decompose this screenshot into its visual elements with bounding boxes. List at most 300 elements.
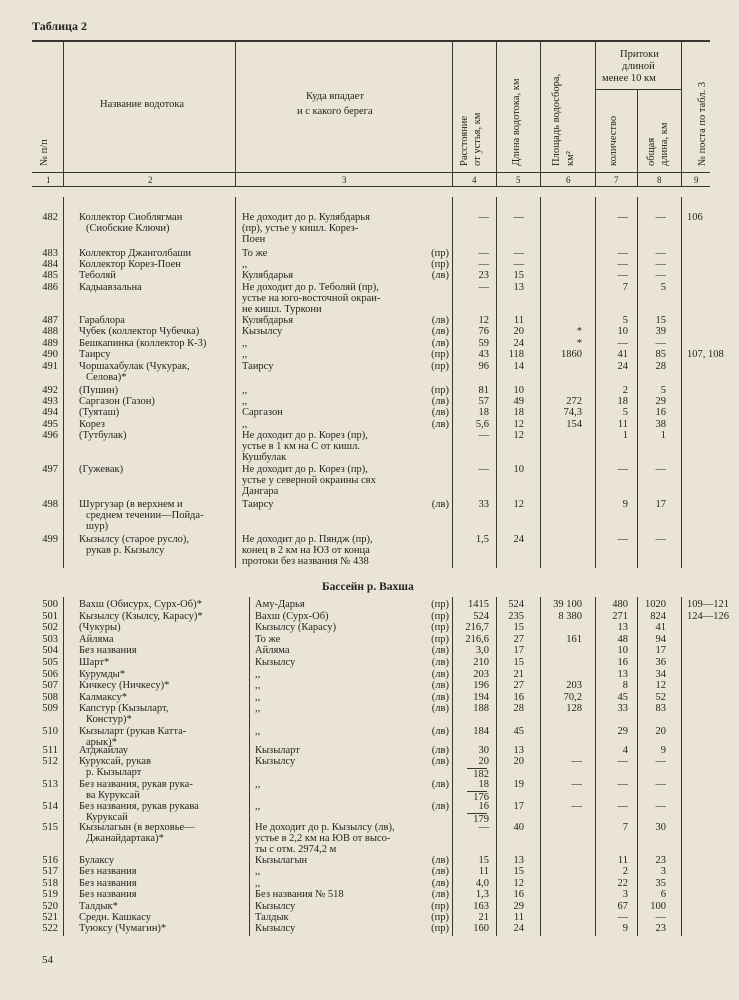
flows-into: (пр), устье у кишл. Корез- xyxy=(242,223,359,234)
col-divider xyxy=(595,197,596,568)
river-name: Шургузар (в верхнем и xyxy=(79,499,183,510)
bank-side: (лв) xyxy=(431,645,449,656)
river-name: Кадыавзальна xyxy=(79,282,142,293)
tributary-total-length: 15 xyxy=(655,315,666,326)
distance-from-mouth: 33 xyxy=(478,499,489,510)
river-name: Шарт* xyxy=(79,657,110,668)
bank-side: (лв) xyxy=(431,419,449,430)
row-number: 514 xyxy=(42,801,58,812)
river-name: Коллектор Сиоблягман xyxy=(79,212,183,223)
header-post: № поста по табл. 3 xyxy=(697,81,708,166)
river-name: арык)* xyxy=(86,737,117,748)
header-total-1: общая xyxy=(646,137,657,166)
tributary-count: — xyxy=(617,912,628,923)
tributary-total-length: — xyxy=(655,912,666,923)
river-name: Теболяй xyxy=(79,270,116,281)
distance-from-mouth: 210 xyxy=(473,657,489,668)
tributary-count: 33 xyxy=(617,703,628,714)
col-number: 9 xyxy=(694,175,699,185)
tributary-count: 1 xyxy=(622,430,628,441)
row-number: 520 xyxy=(42,901,58,912)
river-length: 27 xyxy=(513,634,524,645)
river-length: 45 xyxy=(513,726,524,737)
col-divider xyxy=(681,197,682,568)
river-length: 14 xyxy=(513,361,524,372)
flows-into: ,, xyxy=(242,419,248,430)
river-name: Курумды* xyxy=(79,669,125,680)
flows-into: Дангара xyxy=(242,486,279,497)
row-number: 517 xyxy=(42,866,58,877)
bank-side: (пр) xyxy=(431,349,449,360)
river-length: 28 xyxy=(513,703,524,714)
distance-from-mouth: — xyxy=(478,430,489,441)
tributary-count: 48 xyxy=(617,634,628,645)
distance-from-mouth: 1,3 xyxy=(475,889,489,900)
tributary-count: — xyxy=(617,779,628,790)
tributary-count: — xyxy=(617,801,628,812)
river-length: 18 xyxy=(513,407,524,418)
river-name: Кызылсу (Кзылсу, Карасу)* xyxy=(79,611,203,622)
page-number: 54 xyxy=(42,954,53,966)
distance-from-mouth: 194 xyxy=(473,692,489,703)
river-length: 29 xyxy=(513,901,524,912)
flows-into: То же xyxy=(255,634,281,645)
bank-side: (лв) xyxy=(431,338,449,349)
tributary-total-length: 3 xyxy=(660,866,666,877)
river-length: 15 xyxy=(513,657,524,668)
basin-area: 1860 xyxy=(561,349,582,360)
distance-from-mouth: 163 xyxy=(473,901,489,912)
header-length: Длина водотока, км xyxy=(511,78,522,166)
tributary-total-length: 39 xyxy=(655,326,666,337)
bank-side: (лв) xyxy=(431,866,449,877)
col-number: 2 xyxy=(148,175,153,185)
bank-side: (пр) xyxy=(431,385,449,396)
tributary-count: — xyxy=(617,534,628,545)
tributary-count: 9 xyxy=(622,499,628,510)
river-name: Калмаксу* xyxy=(79,692,127,703)
tributary-count: 11 xyxy=(617,419,628,430)
row-number: 486 xyxy=(42,282,58,293)
flows-into: Кызылсу xyxy=(255,901,296,912)
flows-into: Не доходит до р. Кызылсу (лв), xyxy=(255,822,395,833)
flows-into: Айляма xyxy=(255,645,290,656)
section-title: Бассейн р. Вахша xyxy=(322,581,414,593)
river-name: среднем течении—Пойда- xyxy=(86,510,204,521)
tributary-total-length: 23 xyxy=(655,855,666,866)
flows-into: ,, xyxy=(255,726,261,737)
flows-into: Без названия № 518 xyxy=(255,889,344,900)
river-name: (Гужевак) xyxy=(79,464,124,475)
flows-into: ,, xyxy=(242,259,248,270)
tributary-count: 67 xyxy=(617,901,628,912)
distance-denominator: 182 xyxy=(473,769,489,780)
gauge-post: 124—126 xyxy=(687,611,729,622)
distance-from-mouth: 216,7 xyxy=(465,622,489,633)
flows-into: ,, xyxy=(255,801,261,812)
river-length: 15 xyxy=(513,866,524,877)
flows-into: Не доходит до р. Кулябдарья xyxy=(242,212,370,223)
distance-from-mouth: 1415 xyxy=(468,599,489,610)
row-number: 489 xyxy=(42,338,58,349)
header-name: Название водотока xyxy=(100,99,184,110)
bank-side: (пр) xyxy=(431,912,449,923)
river-name: Чубек (коллектор Чубечка) xyxy=(79,326,200,337)
flows-into: Кызылсу xyxy=(255,657,296,668)
tributary-total-length: — xyxy=(655,259,666,270)
tributary-total-length: 824 xyxy=(650,611,666,622)
bank-side: (лв) xyxy=(431,680,449,691)
river-length: 11 xyxy=(513,315,524,326)
col-divider xyxy=(452,42,453,186)
river-length: 13 xyxy=(513,745,524,756)
col-divider xyxy=(681,42,682,186)
flows-into: ,, xyxy=(255,680,261,691)
bank-side: (лв) xyxy=(431,669,449,680)
distance-from-mouth: 81 xyxy=(478,385,489,396)
tributary-total-length: 16 xyxy=(655,407,666,418)
basin-area: — xyxy=(571,801,582,812)
row-number: 515 xyxy=(42,822,58,833)
distance-from-mouth: 20 xyxy=(478,756,489,767)
col-divider xyxy=(452,197,453,568)
river-length: 20 xyxy=(513,756,524,767)
bank-side: (лв) xyxy=(431,726,449,737)
row-number: 499 xyxy=(42,534,58,545)
col-number: 7 xyxy=(614,175,619,185)
row-number: 501 xyxy=(42,611,58,622)
river-length: 12 xyxy=(513,878,524,889)
river-length: 12 xyxy=(513,499,524,510)
river-name: Без названия, рукав рука- xyxy=(79,779,193,790)
tributary-total-length: — xyxy=(655,779,666,790)
river-length: 24 xyxy=(513,534,524,545)
flows-into: конец в 2 км на ЮЗ от конца xyxy=(242,545,370,556)
row-number: 512 xyxy=(42,756,58,767)
row-number: 500 xyxy=(42,599,58,610)
col-number: 5 xyxy=(516,175,521,185)
tributary-count: 2 xyxy=(622,866,628,877)
tributary-total-length: 29 xyxy=(655,396,666,407)
col-divider xyxy=(540,197,541,568)
tributary-total-length: 52 xyxy=(655,692,666,703)
distance-from-mouth: 188 xyxy=(473,703,489,714)
river-length: 17 xyxy=(513,645,524,656)
distance-from-mouth: 21 xyxy=(478,912,489,923)
tributary-total-length: 83 xyxy=(655,703,666,714)
tributary-total-length: — xyxy=(655,756,666,767)
flows-into: ты с отм. 2974,2 м xyxy=(255,844,337,855)
river-length: 20 xyxy=(513,326,524,337)
tributary-count: 5 xyxy=(622,315,628,326)
river-name: Атджайлау xyxy=(79,745,129,756)
bank-side: (лв) xyxy=(431,315,449,326)
tributary-count: 18 xyxy=(617,396,628,407)
river-length: 13 xyxy=(513,855,524,866)
distance-from-mouth: 57 xyxy=(478,396,489,407)
tributary-count: 13 xyxy=(617,669,628,680)
flows-into: Кулябдарья xyxy=(242,315,294,326)
bank-side: (пр) xyxy=(431,259,449,270)
row-number: 487 xyxy=(42,315,58,326)
flows-into: То же xyxy=(242,248,268,259)
col-divider xyxy=(63,597,64,936)
bank-side: (лв) xyxy=(431,692,449,703)
tributary-total-length: 36 xyxy=(655,657,666,668)
basin-area: 8 380 xyxy=(558,611,582,622)
river-length: 27 xyxy=(513,680,524,691)
tributary-total-length: 1 xyxy=(660,430,666,441)
distance-from-mouth: 196 xyxy=(473,680,489,691)
tributary-count: 8 xyxy=(622,680,628,691)
col-number: 3 xyxy=(342,175,347,185)
tributary-count: 9 xyxy=(622,923,628,934)
river-length: 21 xyxy=(513,669,524,680)
row-number: 507 xyxy=(42,680,58,691)
river-name: Без названия xyxy=(79,889,137,900)
tributary-count: 271 xyxy=(612,611,628,622)
river-name: (Пушин) xyxy=(79,385,119,396)
bank-side: (лв) xyxy=(431,396,449,407)
flows-into: Не доходит до р. Корез (пр), xyxy=(242,464,368,475)
col-divider xyxy=(452,597,453,936)
basin-area: 154 xyxy=(566,419,582,430)
col-divider xyxy=(595,597,596,936)
flows-into: Кызылсу (Карасу) xyxy=(255,622,337,633)
river-length: — xyxy=(513,248,524,259)
tributaries-sub-rule xyxy=(595,89,681,90)
tributary-total-length: — xyxy=(655,534,666,545)
tributary-count: 29 xyxy=(617,726,628,737)
row-number: 522 xyxy=(42,923,58,934)
river-name: (Тутбулак) xyxy=(79,430,127,441)
flows-into: Не доходит до р. Теболяй (пр), xyxy=(242,282,379,293)
bank-side: (пр) xyxy=(431,611,449,622)
distance-from-mouth: 5,6 xyxy=(475,419,489,430)
flows-into: ,, xyxy=(255,866,261,877)
distance-from-mouth: 203 xyxy=(473,669,489,680)
river-name: Селова)* xyxy=(86,372,127,383)
gauge-post: 107, 108 xyxy=(687,349,724,360)
bank-side: (лв) xyxy=(431,855,449,866)
row-number: 508 xyxy=(42,692,58,703)
river-name: Кичкесу (Ничкесу)* xyxy=(79,680,170,691)
river-name: Кызыларт (рукав Катта- xyxy=(79,726,187,737)
row-number: 485 xyxy=(42,270,58,281)
header-mid-rule xyxy=(32,172,710,173)
river-name: Без названия xyxy=(79,645,137,656)
tributary-total-length: 41 xyxy=(655,622,666,633)
tributary-count: 7 xyxy=(622,282,628,293)
flows-into: Кызылсу xyxy=(242,326,283,337)
bank-side: (лв) xyxy=(431,270,449,281)
river-name: Коллектор Корез-Поен xyxy=(79,259,181,270)
row-number: 516 xyxy=(42,855,58,866)
river-name: Капстур (Кызыларт, xyxy=(79,703,169,714)
bank-side: (лв) xyxy=(431,326,449,337)
row-number: 513 xyxy=(42,779,58,790)
header-tributaries-3: менее 10 км xyxy=(602,73,656,84)
flows-into: устье на юго-восточной окраи- xyxy=(242,293,381,304)
tributary-count: — xyxy=(617,270,628,281)
river-length: 24 xyxy=(513,338,524,349)
tributary-total-length: 20 xyxy=(655,726,666,737)
col-divider xyxy=(637,89,638,186)
river-name: Средн. Кашкасу xyxy=(79,912,151,923)
flows-into: Кулябдарья xyxy=(242,270,294,281)
bank-side: (пр) xyxy=(431,248,449,259)
bank-side: (лв) xyxy=(431,801,449,812)
basin-area: 128 xyxy=(566,703,582,714)
flows-into: Не доходит до р. Корез (пр), xyxy=(242,430,368,441)
river-name: Куруксай, рукав xyxy=(79,756,151,767)
col-divider xyxy=(63,42,64,186)
distance-from-mouth: 76 xyxy=(478,326,489,337)
row-number: 511 xyxy=(42,745,58,756)
distance-from-mouth: — xyxy=(478,282,489,293)
col-divider xyxy=(681,597,682,936)
river-name: Айляма xyxy=(79,634,114,645)
flows-into: Поен xyxy=(242,234,266,245)
col-divider xyxy=(496,197,497,568)
gauge-post: 106 xyxy=(687,212,703,223)
distance-from-mouth: — xyxy=(478,464,489,475)
tributary-count: — xyxy=(617,248,628,259)
flows-into: Саргазон xyxy=(242,407,283,418)
river-name: Куруксай xyxy=(86,812,128,823)
tributary-count: 16 xyxy=(617,657,628,668)
tributary-count: 10 xyxy=(617,326,628,337)
row-number: 482 xyxy=(42,212,58,223)
river-length: 15 xyxy=(513,622,524,633)
river-length: — xyxy=(513,212,524,223)
river-name: (Туяташ) xyxy=(79,407,120,418)
tributary-count: 41 xyxy=(617,349,628,360)
river-length: 524 xyxy=(508,599,524,610)
bank-side: (лв) xyxy=(431,878,449,889)
header-dist-2: от устья, км xyxy=(472,112,483,166)
tributary-total-length: 9 xyxy=(660,745,666,756)
row-number: 498 xyxy=(42,499,58,510)
col-number: 8 xyxy=(657,175,662,185)
river-name: Талдык* xyxy=(79,901,118,912)
flows-into: устье у северной окраины свх xyxy=(242,475,376,486)
basin-area: * xyxy=(576,338,582,349)
bank-side: (лв) xyxy=(431,499,449,510)
col-divider xyxy=(540,42,541,186)
flows-into: Не доходит до р. Пяндж (пр), xyxy=(242,534,373,545)
river-name: Кызылагын (в верховье— xyxy=(79,822,195,833)
tributary-count: 5 xyxy=(622,407,628,418)
river-length: 12 xyxy=(513,430,524,441)
river-length: 17 xyxy=(513,801,524,812)
flows-into: Кызыларт xyxy=(255,745,300,756)
row-number: 495 xyxy=(42,419,58,430)
flows-into: ,, xyxy=(242,349,248,360)
distance-from-mouth: — xyxy=(478,822,489,833)
bank-side: (пр) xyxy=(431,923,449,934)
distance-from-mouth: 16 xyxy=(478,801,489,812)
flows-into: Таирсу xyxy=(242,361,274,372)
header-num: № п/п xyxy=(39,139,50,166)
header-mouth-2: и с какого берега xyxy=(297,106,373,117)
tributary-count: 3 xyxy=(622,889,628,900)
col-divider xyxy=(637,597,638,936)
tributary-count: 480 xyxy=(612,599,628,610)
river-length: 24 xyxy=(513,923,524,934)
flows-into: Кызылсу xyxy=(255,756,296,767)
river-length: 10 xyxy=(513,385,524,396)
tributary-count: 7 xyxy=(622,822,628,833)
tributary-count: 2 xyxy=(622,385,628,396)
river-length: 13 xyxy=(513,282,524,293)
tributary-total-length: — xyxy=(655,338,666,349)
distance-from-mouth: 43 xyxy=(478,349,489,360)
header-area-1: Площадь водосбора, xyxy=(551,73,562,166)
river-name: Туюксу (Чумагин)* xyxy=(79,923,167,934)
header-count: количество xyxy=(608,115,619,166)
tributary-total-length: 85 xyxy=(655,349,666,360)
row-number: 490 xyxy=(42,349,58,360)
tributary-count: — xyxy=(617,338,628,349)
river-name: (Сиобские Ключи) xyxy=(86,223,170,234)
col-divider xyxy=(235,42,236,186)
distance-from-mouth: 30 xyxy=(478,745,489,756)
river-name: (Чукуры) xyxy=(79,622,121,633)
tributary-total-length: 38 xyxy=(655,419,666,430)
row-number: 509 xyxy=(42,703,58,714)
distance-denominator: 176 xyxy=(473,792,489,803)
tributary-total-length: 100 xyxy=(650,901,666,912)
distance-from-mouth: 1,5 xyxy=(475,534,489,545)
row-number: 521 xyxy=(42,912,58,923)
distance-from-mouth: 12 xyxy=(478,315,489,326)
col-divider xyxy=(63,197,64,568)
basin-area: 272 xyxy=(566,396,582,407)
header-dist-1: Расстояние xyxy=(459,115,470,166)
col-divider xyxy=(595,42,596,186)
tributary-count: — xyxy=(617,259,628,270)
bank-side: (лв) xyxy=(431,756,449,767)
col-divider xyxy=(249,597,250,936)
basin-area: 74,3 xyxy=(563,407,582,418)
flows-into: устье в 1 км на С от кишл. xyxy=(242,441,360,452)
header-total-2: длина, км xyxy=(659,122,670,166)
tributary-total-length: 35 xyxy=(655,878,666,889)
distance-from-mouth: 4,0 xyxy=(475,878,489,889)
river-name: Коллектор Джанголбаши xyxy=(79,248,192,259)
row-number: 483 xyxy=(42,248,58,259)
row-number: 506 xyxy=(42,669,58,680)
distance-from-mouth: — xyxy=(478,212,489,223)
distance-from-mouth: 184 xyxy=(473,726,489,737)
river-length: 235 xyxy=(508,611,524,622)
col-divider xyxy=(637,197,638,568)
river-name: Бешкапинка (коллектор К-3) xyxy=(79,338,207,349)
row-number: 492 xyxy=(42,385,58,396)
flows-into: Кызылагын xyxy=(255,855,308,866)
river-name: Без названия xyxy=(79,878,137,889)
flows-into: протоки без названия № 438 xyxy=(242,556,369,567)
tributary-count: — xyxy=(617,212,628,223)
river-length: — xyxy=(513,259,524,270)
bank-side: (пр) xyxy=(431,634,449,645)
bank-side: (лв) xyxy=(431,889,449,900)
tributary-count: 4 xyxy=(622,745,628,756)
distance-from-mouth: 11 xyxy=(478,866,489,877)
tributary-count: — xyxy=(617,756,628,767)
header-mouth-1: Куда впадает xyxy=(306,91,364,102)
